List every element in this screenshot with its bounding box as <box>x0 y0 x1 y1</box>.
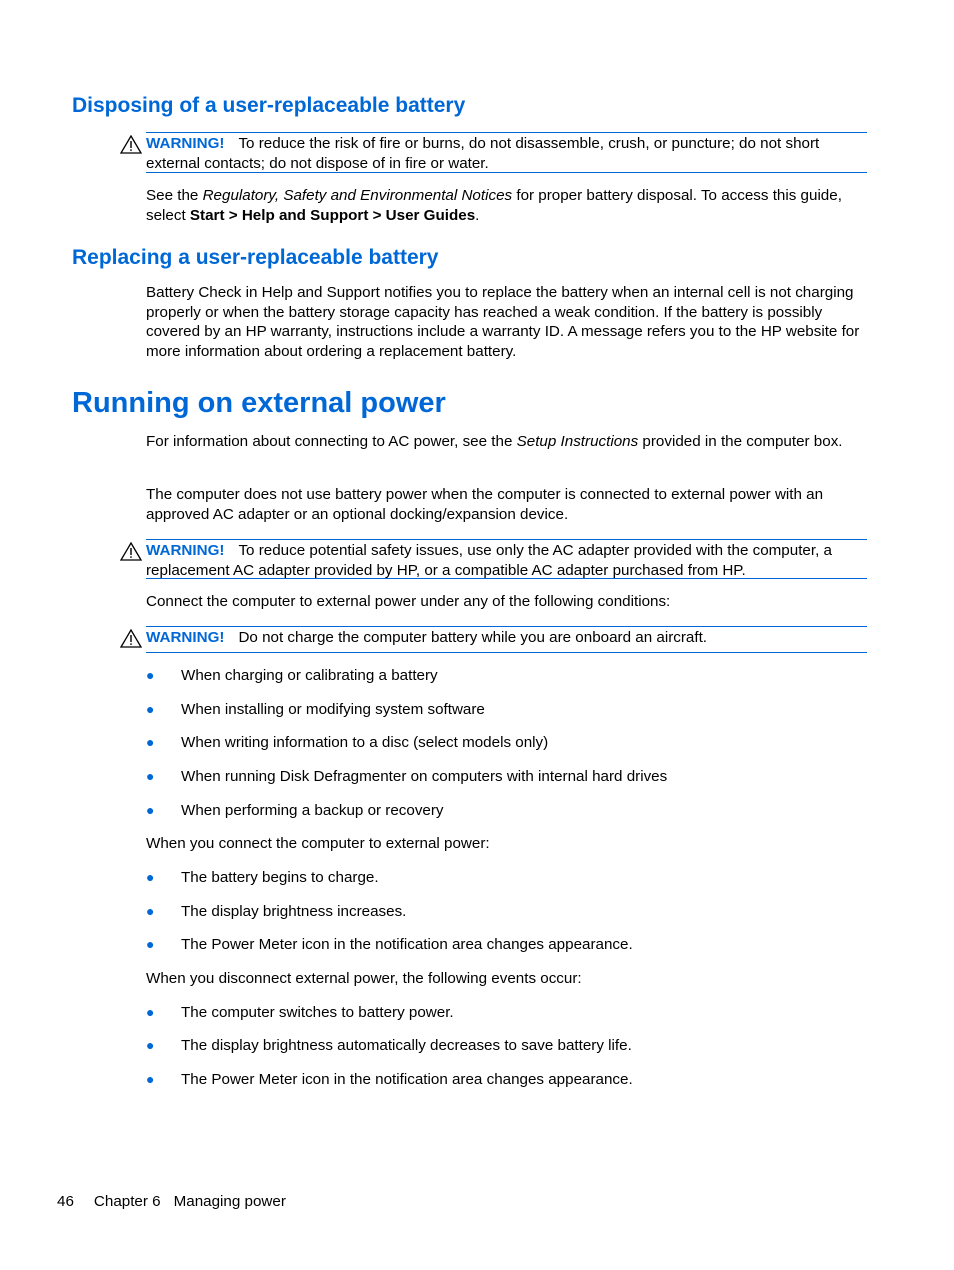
connect-intro: When you connect the computer to external power: <box>146 835 490 852</box>
bullet-icon: ● <box>146 936 155 952</box>
replacing-paragraph: Battery Check in Help and Support notifies you to replace the battery when an internal cell is not charging properly or when the battery storage capacity has reached a weak condition. If the battery is possibly covered by an HP warranty, instructions include a warranty ID. A message refers you to the HP website for more information about ordering a replacement battery. <box>146 284 860 360</box>
bullet-icon: ● <box>146 734 155 750</box>
section-heading-replacing: Replacing a user-replaceable battery <box>72 246 439 269</box>
list-item-text: When charging or calibrating a battery <box>181 667 438 684</box>
text-run: provided in the computer box. <box>638 433 843 450</box>
warning-triangle-icon <box>120 542 142 561</box>
text-run: See the <box>146 187 203 204</box>
list-item-text: The computer switches to battery power. <box>181 1004 454 1021</box>
bullet-icon: ● <box>146 1004 155 1020</box>
notices-title: Regulatory, Safety and Environmental Notices <box>202 187 513 204</box>
bullet-icon: ● <box>146 1071 155 1087</box>
disposal-paragraph <box>146 186 868 225</box>
ac-power-paragraph <box>146 432 868 452</box>
text-run: . <box>475 206 480 224</box>
chapter-label: Chapter 6 <box>93 1193 161 1210</box>
warning-box-aircraft <box>146 626 867 653</box>
menu-path: Start > Help and Support > User Guides <box>189 206 476 224</box>
list-item-text: The Power Meter icon in the notification area changes appearance. <box>181 936 633 953</box>
external-power-paragraph: The computer does not use battery power when the computer is connected to external power with an approved AC adapter or an optional docking/expansion device. <box>146 486 824 523</box>
warning-text: To reduce the risk of fire or burns, do not disassemble, crush, or puncture; do not short external contacts; do not dispose of in fire or water. <box>146 135 820 172</box>
list-item-text: The display brightness increases. <box>181 903 407 920</box>
text-run: For information about connecting to AC power, see the <box>146 433 517 450</box>
list-item-text: The Power Meter icon in the notification area changes appearance. <box>181 1071 633 1088</box>
section-heading-disposing: Disposing of a user-replaceable battery <box>72 94 466 117</box>
page-number: 46 <box>57 1193 74 1210</box>
bullet-icon: ● <box>146 802 155 818</box>
warning-text: To reduce potential safety issues, use only the AC adapter provided with the computer, a replacement AC adapter provided by HP, or a compatible AC adapter purchased from HP. <box>146 542 832 579</box>
list-item-text: When running Disk Defragmenter on computers with internal hard drives <box>181 768 668 785</box>
page-title: Running on external power <box>72 387 446 419</box>
warning-label: WARNING! <box>146 629 225 646</box>
text-run: for proper battery disposal. To access this guide, select <box>146 187 842 224</box>
warning-label: WARNING! <box>146 135 225 152</box>
warning-box-ac-adapter <box>146 539 867 579</box>
conditions-intro: Connect the computer to external power under any of the following conditions: <box>146 593 671 610</box>
bullet-icon: ● <box>146 869 155 885</box>
warning-label: WARNING! <box>146 542 225 559</box>
setup-instructions-title: Setup Instructions <box>516 433 639 450</box>
disconnect-intro: When you disconnect external power, the following events occur: <box>146 970 582 987</box>
list-item-text: The battery begins to charge. <box>181 869 379 886</box>
warning-triangle-icon <box>120 135 142 154</box>
bullet-icon: ● <box>146 1037 155 1053</box>
warning-text: Do not charge the computer battery while you are onboard an aircraft. <box>238 629 708 646</box>
warning-box-fire <box>146 132 867 173</box>
bullet-icon: ● <box>146 903 155 919</box>
list-item-text: When performing a backup or recovery <box>181 802 444 819</box>
warning-triangle-icon <box>120 629 142 648</box>
list-item-text: When writing information to a disc (select models only) <box>181 734 549 751</box>
bullet-icon: ● <box>146 701 155 717</box>
list-item-text: When installing or modifying system software <box>181 701 485 718</box>
bullet-icon: ● <box>146 667 155 683</box>
list-item-text: The display brightness automatically decreases to save battery life. <box>181 1037 632 1054</box>
chapter-title: Managing power <box>173 1193 286 1210</box>
bullet-icon: ● <box>146 768 155 784</box>
page-footer <box>57 1192 286 1212</box>
